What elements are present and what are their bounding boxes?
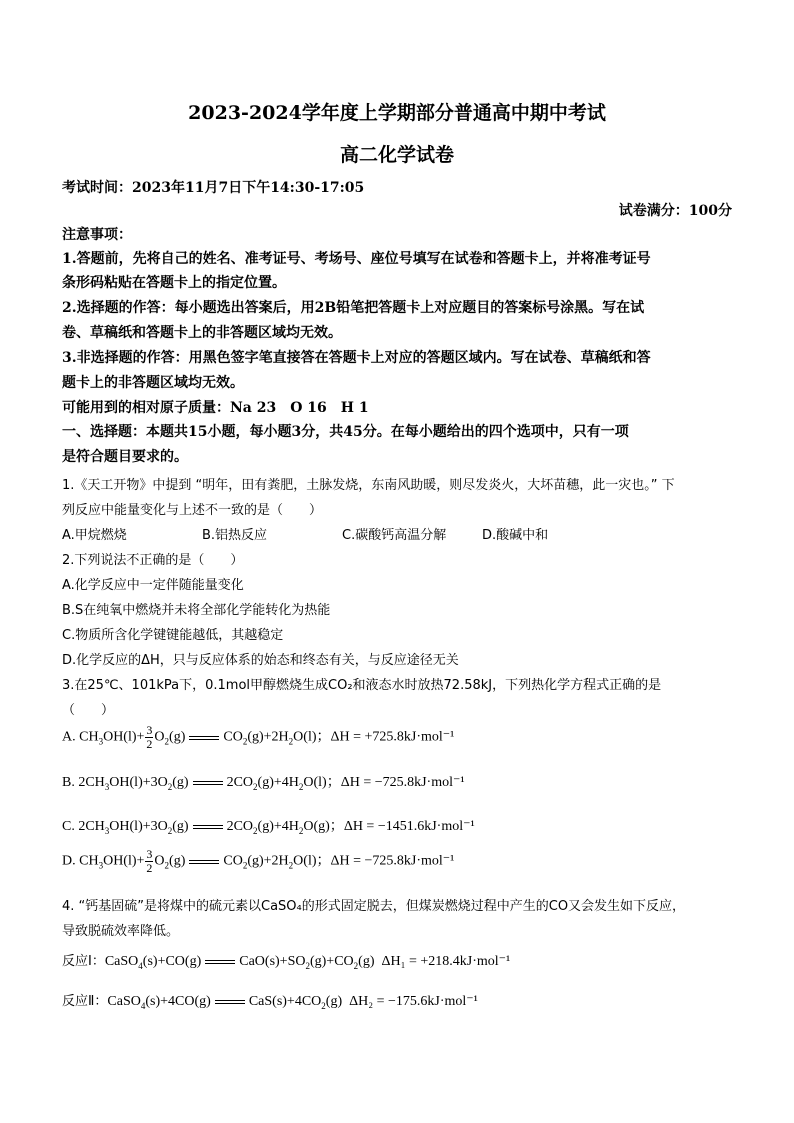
notice-item3-line1: 3.非选择题的作答：用黑色签字笔直接答在答题卡上对应的答题区域内。写在试卷、草稿纸和答 [62,350,651,366]
q4-reaction2: 反应Ⅱ：CaSO$_4$(s)+4CO(g) $CaS(s)+4CO_2(g) \Delta H_2 = -175.6kJ\cdot mol^{-1}$ [62,994,478,1011]
q3-line2: （ ） [62,703,115,718]
notice-item1-line2: 条形码粘贴在答题卡上的指定位置。 [62,275,286,291]
q3-line1: 3.在25℃、101kPa下，0.1mol甲醇燃烧生成CO₂和液态水时放热72.58kJ，下列热化学方程式正确的是 [62,678,662,693]
q4-line1: 4. “钙基固硫”是将煤中的硫元素以CaSO₄的形式固定脱去，但煤炭燃烧过程中产生的CO又会发生如下反应， [62,899,686,914]
exam-title: 2023-2024学年度上学期部分普通高中期中考试 [188,102,606,124]
q1-options [62,524,732,543]
exam-subtitle: 高二化学试卷 [339,144,454,166]
full-score: 试卷满分：100分 [618,203,732,219]
q1-line2: 列反应中能量变化与上述不一致的是（ ） [62,503,323,518]
q3-option-c-dh: ΔH = −1451.6kJ·mol⁻¹ [343,819,475,834]
q1-option-b: B.铝热反应 [202,528,268,543]
q4-line2: 导致脱硫效率降低。 [62,924,180,939]
q3-option-a-dh: ΔH = +725.8kJ·mol⁻¹ [330,729,455,745]
q2-option-c: C.物质所含化学键键能越低，其越稳定 [62,628,284,643]
section1-line2: 是符合题目要求的。 [62,449,188,465]
q1-option-c: C.碳酸钙高温分解 [342,528,447,543]
notice-item2-line2: 卷、草稿纸和答题卡上的非答题区域均无效。 [62,325,342,341]
q3-option-b-dh: ΔH = −725.8kJ·mol⁻¹ [340,775,465,790]
q3-option-a: A. $CH_3OH(l)+$ $\frac{3}{2}$ $O_2(g)$ $CO_2(g)+2H_2O(l)$；ΔH = +725.8kJ·mol⁻¹ [62,723,455,751]
q1-option-a: A.甲烷燃烧 [62,528,127,543]
q3-option-d-dh: ΔH = −725.8kJ·mol⁻¹ [330,853,455,869]
notice-heading: 注意事项： [62,227,132,243]
q1-line1: 1.《天工开物》中提到 “明年，田有粪肥，土脉发烧，东南风助暖，则尽发炎火，大坏苗穗，此一灾也。” 下 [62,478,675,493]
notice-item2-line1: 2.选择题的作答：每小题选出答案后，用2B铅笔把答题卡上对应题目的答案标号涂黑。写在试 [62,300,645,316]
notice-item1-line1: 1.答题前，先将自己的姓名、准考证号、考场号、座位号填写在试卷和答题卡上，并将准考证号 [62,251,651,267]
section1-line1: 一、选择题：本题共15小题，每小题3分，共45分。在每小题给出的四个选项中，只有一项 [62,424,629,440]
q1-option-d: D.酸碱中和 [482,528,549,543]
q2-stem: 2.下列说法不正确的是（ ） [62,553,244,568]
q2-option-b: B.S在纯氧中燃烧并未将全部化学能转化为热能 [62,603,331,618]
notice-item3-line2: 题卡上的非答题区域均无效。 [62,375,244,391]
q2-option-a: A.化学反应中一定伴随能量变化 [62,578,244,593]
q4-reaction1-dh: ΔH₁ = +218.4kJ·mol⁻¹ [381,954,511,969]
exam-time: 考试时间：2023年11月7日下午14:30-17:05 [62,180,365,196]
q3-option-d: D. $CH_3OH(l)+$ $\frac{3}{2}$ $O_2(g)$ $CO_2(g)+2H_2O(l)$；ΔH = −725.8kJ·mol⁻¹ [62,847,455,875]
q4-reaction1: 反应Ⅰ：CaSO$_4$(s)+CO(g) $CaO(s)+SO_2(g)+CO_2(g) \Delta H_1 = +218.4kJ\cdot mol^{-1}$ [62,954,511,971]
q3-option-c: C. $2CH_3OH(l)+3O_2(g)$ $2CO_2(g)+4H_2O(g)$；ΔH = −1451.6kJ·mol⁻¹ [62,819,475,836]
q2-option-d: D.化学反应的ΔH，只与反应体系的始态和终态有关，与反应途径无关 [62,653,459,668]
q4-reaction2-dh: ΔH₂ = −175.6kJ·mol⁻¹ [349,994,478,1009]
atomic-mass: 可能用到的相对原子质量：Na 23 O 16 H 1 [62,400,369,416]
q3-option-b: B. $2CH_3OH(l)+3O_2(g)$ $2CO_2(g)+4H_2O(l)$；ΔH = −725.8kJ·mol⁻¹ [62,775,465,792]
